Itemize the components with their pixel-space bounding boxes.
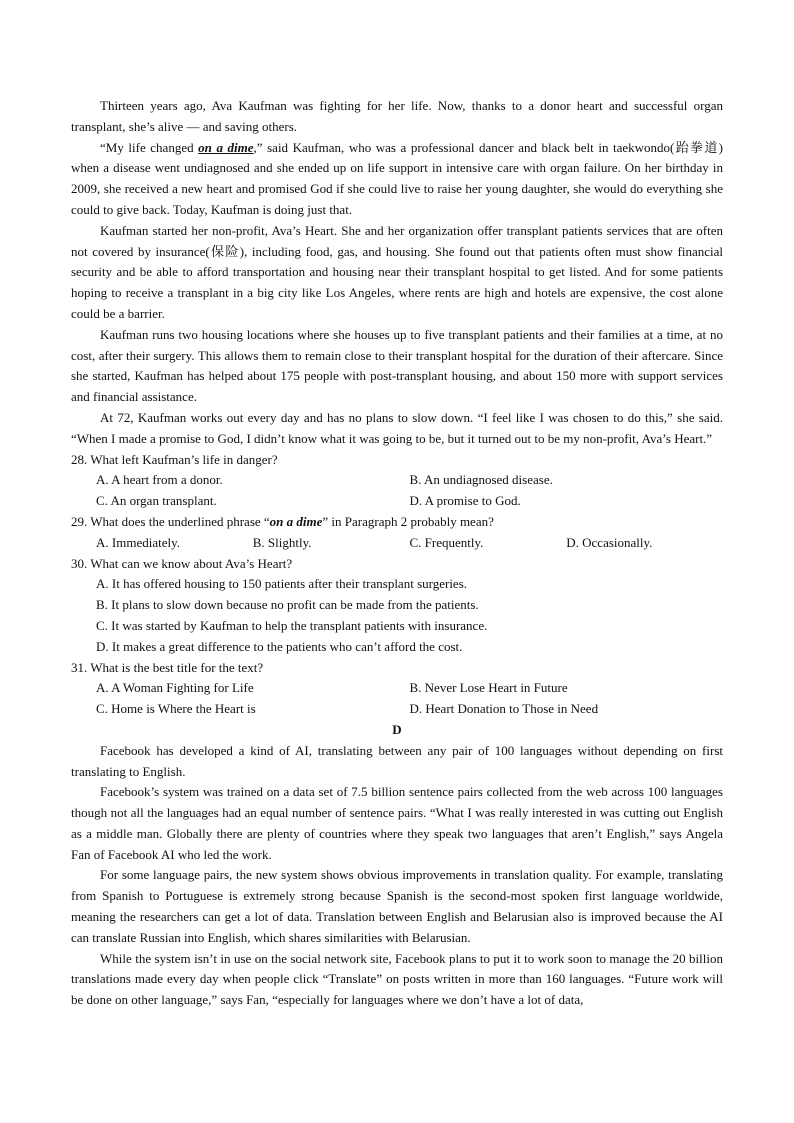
option: D. A promise to God. xyxy=(409,493,521,509)
paragraph: Kaufman runs two housing locations where she houses up to five transplant patients and their families at a time, at no cost, after their surgery. This allows them to remain close to their transplant hospital for the duration of their aftercare. Since she started, Kaufman has helped about 175 people with post-transplant housing, and about 150 more with support services and financial assistance. xyxy=(71,326,723,405)
options-row xyxy=(71,678,723,699)
question-stem xyxy=(71,512,723,533)
option: C. Frequently. xyxy=(409,534,484,550)
paragraph: For some language pairs, the new system shows obvious improvements in translation quality. For example, translating from Spanish to Portuguese is extremely strong because Spanish is the second-most spoken first language worldwide, meaning the researchers can get a lot of data. Translation between English and Belarusian also is improved because the AI can translate Russian into English, which shares similarities with Belarusian. xyxy=(71,867,723,945)
option: A. A heart from a donor. xyxy=(96,472,223,488)
option: B. Slightly. xyxy=(252,534,312,550)
option: A. A Woman Fighting for Life xyxy=(96,680,254,696)
option: B. It plans to slow down because no profit can be made from the patients. xyxy=(96,597,479,613)
paragraph: Kaufman started her non-profit, Ava’s Heart. She and her organization offer transplant patients services that are often not covered by insurance(保险), including food, gas, and housing. She found out that patients often must show financial security and be able to afford transportation and housing near their transplant hospital to get listed. And for some patients hoping to receive a transplant in a big city like Los Angeles, where rents are high and hotels are expensive, the cost alone could be a barrier. xyxy=(71,222,723,321)
underlined-phrase: on a dime xyxy=(198,139,254,155)
option: B. An undiagnosed disease. xyxy=(409,472,553,488)
options-row xyxy=(71,699,723,720)
option: C. It was started by Kaufman to help the transplant patients with insurance. xyxy=(96,617,488,633)
question-stem: 30. What can we know about Ava’s Heart? xyxy=(71,555,293,571)
option: A. Immediately. xyxy=(96,534,180,550)
paragraph: At 72, Kaufman works out every day and has no plans to slow down. “I feel like I was chosen to do this,” she said. “When I made a promise to God, I didn’t know what it was going to be, but it turned out to be my non-profit, Ava’s Heart.” xyxy=(71,409,723,446)
option: A. It has offered housing to 150 patients after their transplant surgeries. xyxy=(96,576,468,592)
options-row xyxy=(71,491,723,512)
question-stem: 28. What left Kaufman’s life in danger? xyxy=(71,451,278,467)
text: 29. What does the underlined phrase “ xyxy=(71,513,270,529)
question-stem: 31. What is the best title for the text? xyxy=(71,659,264,675)
paragraph xyxy=(71,138,723,221)
option: C. Home is Where the Heart is xyxy=(96,701,256,717)
paragraph: Facebook has developed a kind of AI, translating between any pair of 100 languages without depending on first translating to English. xyxy=(71,742,723,779)
paragraph: Facebook’s system was trained on a data set of 7.5 billion sentence pairs collected from the web across 100 languages though not all the languages had an equal number of sentence pairs. “What I was really interested in was cutting out English as a middle man. Globally there are plenty of countries where they speak two languages that aren’t English,” says Angela Fan of Facebook AI who led the work. xyxy=(71,784,723,862)
options-row xyxy=(71,533,723,554)
option: D. Heart Donation to Those in Need xyxy=(409,701,599,717)
text: ,” said Kaufman, who was a professional dancer and black belt in taekwondo(跆拳道) when a disease went undiagnosed and she ended up on life support in intensive care with organ failure. On her birthday in 2009, she received a new heart and promised God if she could live to raise her young daughter, she would do everything she could to give back. Today, Kaufman is doing just that. xyxy=(71,139,723,217)
option: D. Occasionally. xyxy=(566,534,653,550)
paragraph: While the system isn’t in use on the social network site, Facebook plans to put it to work soon to manage the 20 billion translations made every day when people click “Translate” on posts written in more than 160 languages. “Future work will be done on other language,” says Fan, “especially for languages where we don’t have a lot of data, xyxy=(71,950,723,1008)
phrase: on a dime xyxy=(269,513,323,529)
option: D. It makes a great difference to the patients who can’t afford the cost. xyxy=(96,638,463,654)
options-row xyxy=(71,470,723,491)
text: “My life changed xyxy=(100,139,199,155)
document-page xyxy=(71,96,723,1011)
text: ” in Paragraph 2 probably mean? xyxy=(322,513,494,529)
section-heading: D xyxy=(392,721,402,737)
option: C. An organ transplant. xyxy=(96,493,217,509)
option: B. Never Lose Heart in Future xyxy=(409,680,568,696)
paragraph: Thirteen years ago, Ava Kaufman was fighting for her life. Now, thanks to a donor heart and successful organ transplant, she’s alive — and saving others. xyxy=(71,98,723,134)
